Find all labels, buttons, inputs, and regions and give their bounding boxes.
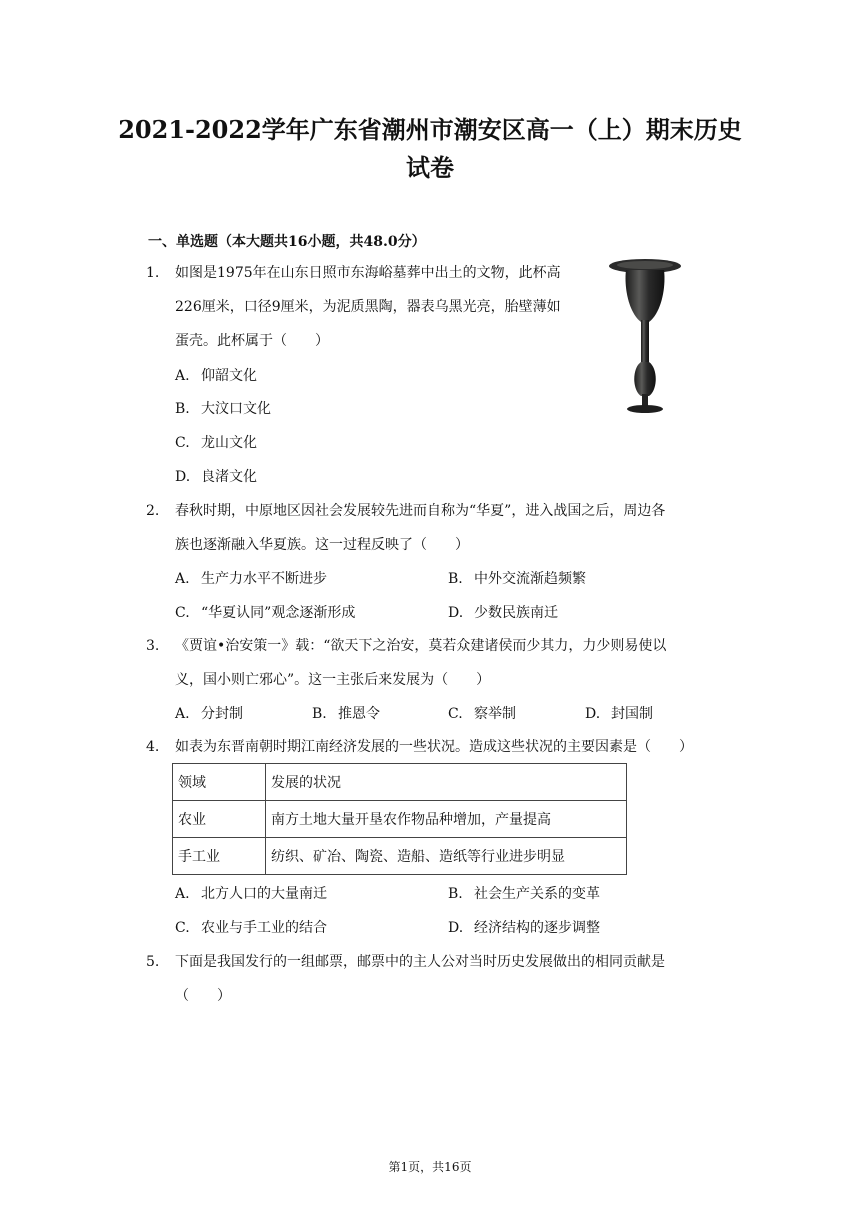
- question-text-line: 下面是我国发行的一组邮票，邮票中的主人公对当时历史发展做出的相同贡献是: [175, 954, 665, 970]
- table-cell: 发展的状况: [266, 764, 627, 801]
- exam-title-line1: 2021-2022学年广东省潮州市潮安区高一（上）期末历史: [118, 115, 742, 144]
- question-text-line: （ ）: [175, 988, 231, 1004]
- option-c[interactable]: C. 察举制: [448, 706, 516, 722]
- question-number: 4.: [146, 739, 160, 755]
- option-a[interactable]: A. 北方人口的大量南迁: [175, 886, 327, 902]
- option-d[interactable]: D. 良渚文化: [175, 469, 257, 485]
- table-cell: 领域: [173, 764, 266, 801]
- section-heading: 一、单选题（本大题共16小题，共48.0分）: [148, 234, 426, 250]
- table-cell: 南方土地大量开垦农作物品种增加，产量提高: [266, 801, 627, 838]
- option-c[interactable]: C. 龙山文化: [175, 435, 257, 451]
- option-b[interactable]: B. 大汶口文化: [175, 401, 271, 417]
- option-c[interactable]: C. 农业与手工业的结合: [175, 920, 327, 936]
- question-text-line: 《贾谊•治安策一》载：“欲天下之治安，莫若众建诸侯而少其力，力少则易使以: [175, 638, 667, 654]
- option-b[interactable]: B. 中外交流渐趋频繁: [448, 571, 586, 587]
- question-text-line: 226厘米，口径9厘米，为泥质黑陶，器表乌黑光亮，胎壁薄如: [175, 299, 561, 315]
- table-header-row: [173, 764, 627, 801]
- option-b[interactable]: B. 推恩令: [312, 706, 380, 722]
- option-d[interactable]: D. 经济结构的逐步调整: [448, 920, 600, 936]
- exam-title-line2: 试卷: [406, 153, 454, 182]
- question-number: 5.: [146, 954, 160, 970]
- question-text-line: 如表为东晋南朝时期江南经济发展的一些状况。造成这些状况的主要因素是（ ）: [175, 739, 693, 755]
- question-text-line: 如图是1975年在山东日照市东海峪墓葬中出土的文物，此杯高: [175, 265, 561, 281]
- table-row: [173, 801, 627, 838]
- question-number: 1.: [146, 265, 160, 281]
- economy-table: [172, 763, 627, 875]
- page-footer: 第1页，共16页: [388, 1160, 472, 1174]
- option-c[interactable]: C. “华夏认同”观念逐渐形成: [175, 605, 356, 621]
- option-a[interactable]: A. 分封制: [175, 706, 243, 722]
- option-d[interactable]: D. 少数民族南迁: [448, 605, 558, 621]
- option-d[interactable]: D. 封国制: [585, 706, 653, 722]
- option-a[interactable]: A. 仰韶文化: [175, 368, 257, 384]
- table-cell: 手工业: [173, 838, 266, 875]
- question-number: 3.: [146, 638, 160, 654]
- table-row: [173, 838, 627, 875]
- table-cell: 纺织、矿冶、陶瓷、造船、造纸等行业进步明显: [266, 838, 627, 875]
- question-text-line: 义，国小则亡邪心”。这一主张后来发展为（ ）: [175, 672, 491, 688]
- table-cell: 农业: [173, 801, 266, 838]
- black-pottery-cup-image: [608, 256, 682, 416]
- question-text-line: 蛋壳。此杯属于（ ）: [175, 333, 329, 349]
- question-text-line: 春秋时期，中原地区因社会发展较先进而自称为“华夏”，进入战国之后，周边各: [175, 503, 666, 519]
- option-b[interactable]: B. 社会生产关系的变革: [448, 886, 600, 902]
- question-number: 2.: [146, 503, 160, 519]
- question-text-line: 族也逐渐融入华夏族。这一过程反映了（ ）: [175, 537, 469, 553]
- option-a[interactable]: A. 生产力水平不断进步: [175, 571, 327, 587]
